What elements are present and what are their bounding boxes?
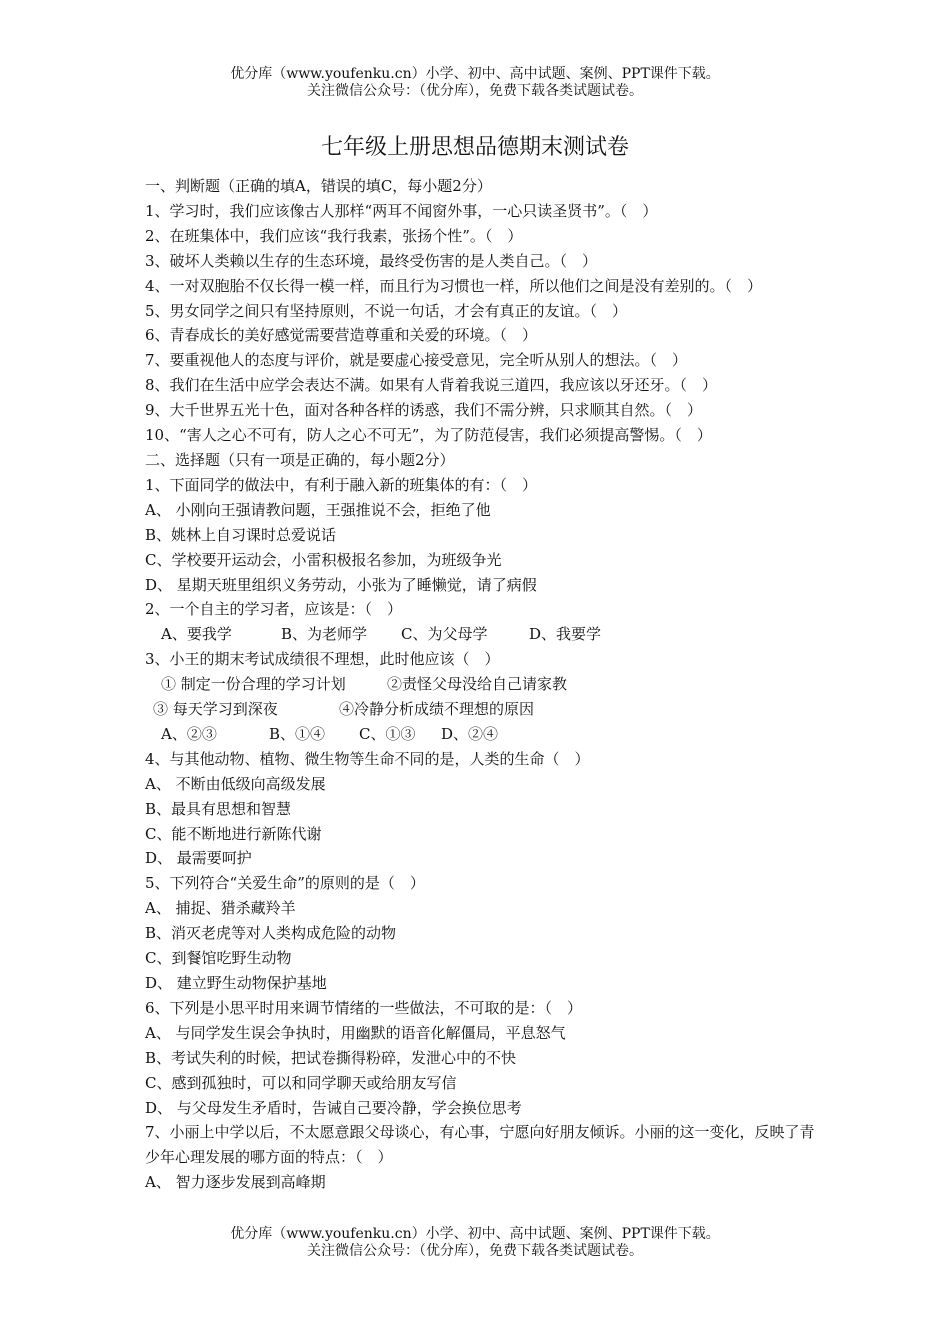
true-false-item-4: 4、一对双胞胎不仅长得一模一样，而且行为习惯也一样，所以他们之间是没有差别的。（ ）	[145, 276, 763, 295]
question-6-option-d: D、 与父母发生矛盾时，告诫自己要冷静，学会换位思考	[145, 1098, 522, 1117]
true-false-item-9: 9、大千世界五光十色，面对各种各样的诱惑，我们不需分辨，只求顺其自然。（ ）	[145, 401, 703, 420]
question-3-stem: 3、小王的期末考试成绩很不理想，此时他应该（ ）	[145, 650, 500, 669]
true-false-item-3: 3、破坏人类赖以生存的生态环境，最终受伤害的是人类自己。（ ）	[145, 251, 598, 270]
question-6-stem: 6、下列是小思平时用来调节情绪的一些做法，不可取的是：（ ）	[145, 998, 583, 1017]
header-line-1: 优分库（www.youfenku.cn）小学、初中、高中试题、案例、PPT课件下载。	[230, 66, 720, 82]
question-1-option-b: B、姚林上自习课时总爱说话	[145, 525, 337, 544]
question-1-option-c: C、学校要开运动会，小雷积极报名参加，为班级争光	[145, 550, 502, 569]
question-3-statement-4: ④冷静分析成绩不理想的原因	[339, 700, 535, 719]
question-3-statement-3: ③ 每天学习到深夜	[153, 700, 278, 719]
question-7-option-a: A、 智力逐步发展到高峰期	[145, 1173, 326, 1192]
section-2-heading: 二、选择题（只有一项是正确的，每小题2分）	[145, 450, 455, 469]
true-false-item-10: 10、“害人之心不可有，防人之心不可无”，为了防范侵害，我们必须提高警惕。（ ）	[145, 426, 712, 445]
question-3-option-b: B、①④	[269, 724, 326, 743]
true-false-item-8: 8、我们在生活中应学会表达不满。如果有人背着我说三道四，我应该以牙还牙。（ ）	[145, 376, 718, 395]
question-6-option-b: B、考试失利的时候，把试卷撕得粉碎，发泄心中的不快	[145, 1048, 517, 1067]
question-4-option-a: A、 不断由低级向高级发展	[145, 774, 326, 793]
true-false-item-6: 6、青春成长的美好感觉需要营造尊重和关爱的环境。（ ）	[145, 326, 538, 345]
question-4-stem: 4、与其他动物、植物、微生物等生命不同的是，人类的生命（ ）	[145, 749, 590, 768]
footer-line-1: 优分库（www.youfenku.cn）小学、初中、高中试题、案例、PPT课件下载。	[230, 1226, 720, 1242]
question-5-stem: 5、下列符合“关爱生命”的原则的是（ ）	[145, 874, 425, 893]
question-3-statements-row-1	[145, 672, 815, 697]
question-3-options	[145, 722, 815, 747]
question-5-option-d: D、 建立野生动物保护基地	[145, 974, 327, 992]
question-4-option-c: C、能不断地进行新陈代谢	[145, 824, 322, 843]
question-3-statement-1: ① 制定一份合理的学习计划	[161, 675, 346, 694]
question-3-option-d: D、②④	[441, 724, 499, 743]
question-3-statements-row-2	[145, 697, 815, 722]
question-2-stem: 2、一个自主的学习者，应该是：（ ）	[145, 600, 403, 619]
question-5-option-c: C、到餐馆吃野生动物	[145, 949, 292, 968]
question-6-option-c: C、感到孤独时，可以和同学聊天或给朋友写信	[145, 1073, 457, 1092]
question-4-option-b: B、最具有思想和智慧	[145, 799, 292, 818]
true-false-item-1: 1、学习时，我们应该像古人那样“两耳不闻窗外事，一心只读圣贤书”。（ ）	[145, 201, 658, 220]
question-7-stem: 7、小丽上中学以后，不太愿意跟父母谈心，有心事，宁愿向好朋友倾诉。小丽的这一变化，反映了青少年心理发展的哪方面的特点：（ ）	[145, 1123, 815, 1167]
page-header	[0, 66, 950, 100]
header-line-2: 关注微信公众号：（优分库），免费下载各类试题试卷。	[307, 83, 643, 99]
page-title: 七年级上册思想品德期末测试卷	[320, 135, 629, 160]
question-1-option-a: A、 小刚向王强请教问题，王强推说不会，拒绝了他	[145, 500, 491, 519]
exam-content	[145, 174, 815, 1195]
question-1-stem: 1、下面同学的做法中，有利于融入新的班集体的有：（ ）	[145, 475, 538, 494]
question-4-option-d: D、 最需要呵护	[145, 849, 252, 868]
question-3-option-a: A、②③	[161, 724, 217, 743]
true-false-item-2: 2、在班集体中，我们应该“我行我素，张扬个性”。（ ）	[145, 226, 523, 245]
question-2-option-d: D、我要学	[529, 625, 602, 644]
question-3-option-c: C、①③	[359, 724, 416, 743]
footer-line-2: 关注微信公众号：（优分库），免费下载各类试题试卷。	[307, 1243, 643, 1259]
question-2-option-a: A、要我学	[161, 625, 232, 644]
question-2-option-b: B、为老师学	[281, 625, 368, 644]
question-5-option-a: A、 捕捉、猎杀藏羚羊	[145, 899, 296, 918]
question-6-option-a: A、 与同学发生误会争执时，用幽默的语音化解僵局，平息怒气	[145, 1023, 566, 1042]
question-5-option-b: B、消灭老虎等对人类构成危险的动物	[145, 924, 397, 943]
section-1-heading: 一、判断题（正确的填A，错误的填C，每小题2分）	[145, 177, 492, 195]
question-2-option-c: C、为父母学	[401, 625, 488, 644]
question-1-option-d: D、 星期天班里组织义务劳动，小张为了睡懒觉，请了病假	[145, 575, 537, 594]
question-3-statement-2: ②责怪父母没给自己请家教	[387, 675, 568, 694]
page-footer	[0, 1226, 950, 1260]
question-2-options	[145, 622, 815, 647]
true-false-item-7: 7、要重视他人的态度与评价，就是要虚心接受意见，完全听从别人的想法。（ ）	[145, 351, 688, 370]
true-false-item-5: 5、男女同学之间只有坚持原则，不说一句话，才会有真正的友谊。（ ）	[145, 301, 628, 320]
